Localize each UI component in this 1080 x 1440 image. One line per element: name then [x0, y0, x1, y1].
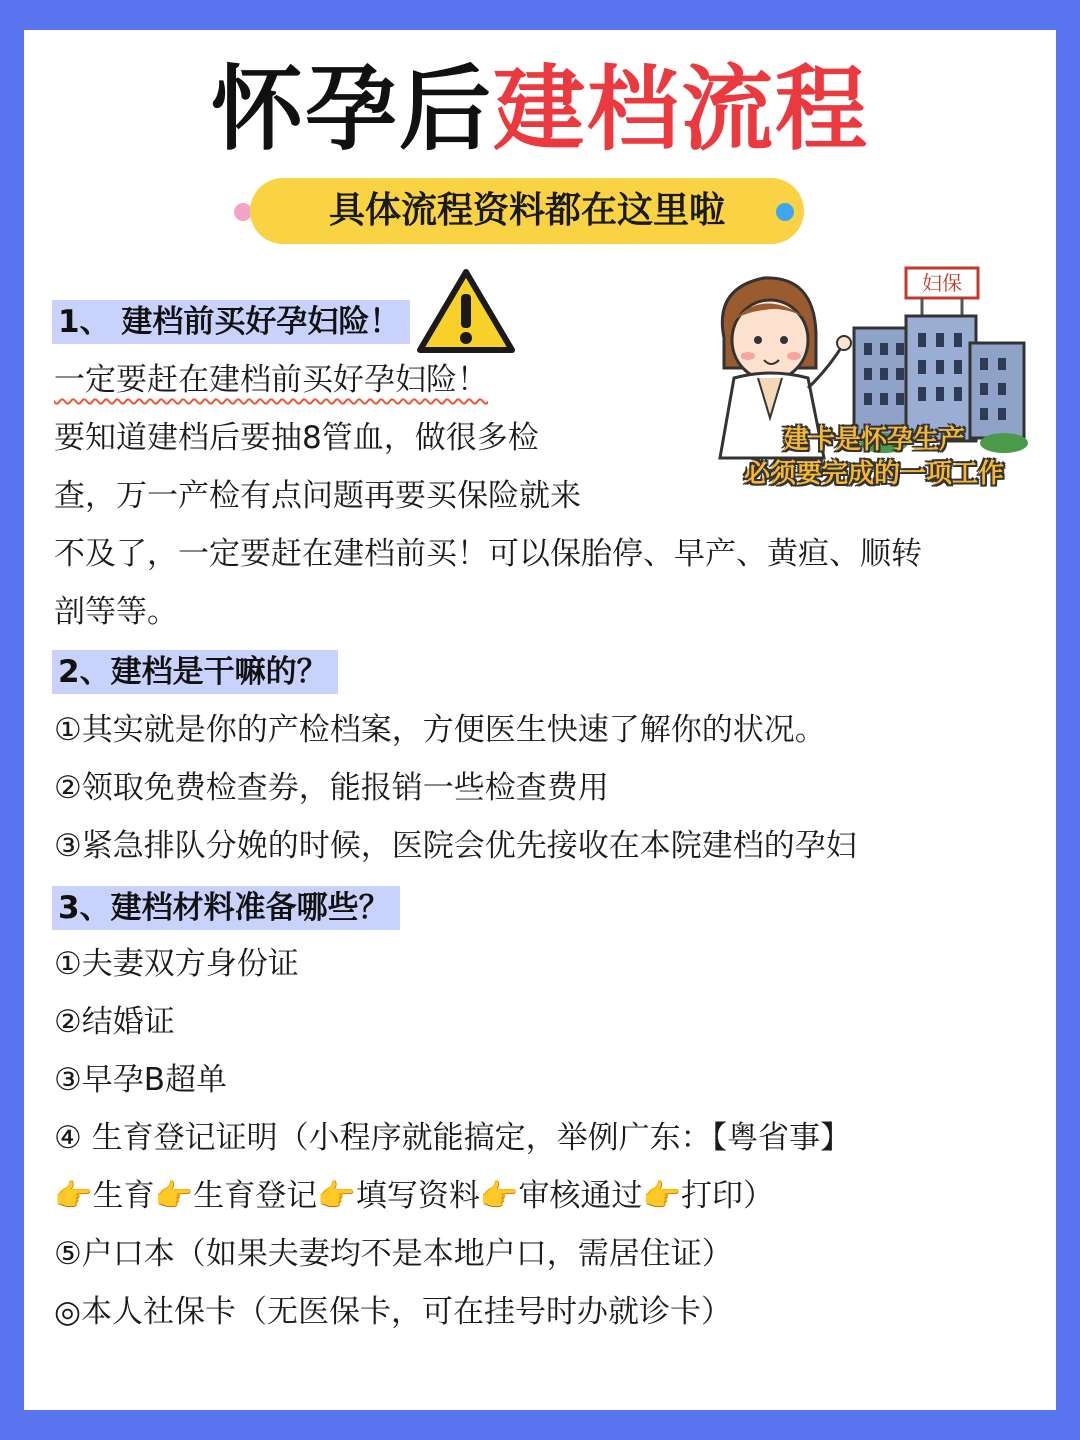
sign-text: 妇保: [922, 271, 962, 295]
section2-line-3: ③紧急排队分娩的时候，医院会优先接收在本院建档的孕妇: [54, 828, 857, 864]
section1-line-1: 一定要赶在建档前买好孕妇险！: [54, 362, 488, 398]
blue-dot-decoration: [776, 203, 794, 221]
section3-heading: 3、建档材料准备哪些？: [52, 886, 400, 930]
section1-heading: 1、 建档前买好孕妇险！: [52, 300, 410, 344]
section2-line-2: ②领取免费检查券，能报销一些检查费用: [54, 770, 609, 806]
content-card: [24, 30, 1056, 1410]
section1-line-2: 要知道建档后要抽8管血，做很多检: [54, 420, 539, 456]
section1-line-4: 不及了，一定要赶在建档前买！可以保胎停、早产、黄疸、顺转: [54, 536, 922, 572]
section1-line-5: 剖等等。: [54, 594, 178, 630]
pointing-hand-icon: 👉: [317, 1178, 356, 1214]
section3-line-1: ①夫妻双方身份证: [54, 946, 299, 982]
illustration-caption-2: 必须要完成的一项工作: [743, 459, 1004, 489]
step-3: 填写资料: [355, 1178, 480, 1214]
title-black-part: 怀孕后: [210, 56, 493, 163]
illustration-caption-1: 建卡是怀孕生产: [782, 425, 965, 455]
section3-line-2: ②结婚证: [54, 1004, 175, 1040]
pointing-hand-icon: 👉: [479, 1178, 519, 1214]
title-red-part: 建档流程: [493, 56, 870, 163]
step-2: 生育登记: [193, 1178, 318, 1214]
step-5: 打印）: [681, 1178, 775, 1214]
pointing-hand-icon: 👉: [642, 1178, 682, 1214]
warning-icon: [416, 268, 516, 354]
step-1: 生育: [92, 1178, 155, 1214]
section1-line-3: 查，万一产检有点问题再要买保险就来: [54, 478, 581, 514]
section2-heading: 2、建档是干嘛的？: [52, 650, 338, 694]
section3-line-6: ◎本人社保卡（无医保卡，可在挂号时办就诊卡）: [54, 1294, 733, 1330]
section3-line-4: ④ 生育登记证明（小程序就能搞定，举例广东：【粤省事】: [54, 1120, 852, 1156]
subtitle-banner: 具体流程资料都在这里啦: [250, 178, 804, 244]
section2-line-1: ①其实就是你的产检档案，方便医生快速了解你的状况。: [54, 712, 826, 748]
page-title: [24, 50, 1056, 170]
pointing-hand-icon: 👉: [54, 1178, 93, 1214]
section3-steps-line: [54, 1176, 774, 1216]
section3-line-5: ⑤户口本（如果夫妻均不是本地户口，需居住证）: [54, 1236, 733, 1272]
pointing-hand-icon: 👉: [154, 1178, 194, 1214]
step-4: 审核通过: [518, 1178, 643, 1214]
section3-line-3: ③早孕B超单: [54, 1062, 228, 1098]
